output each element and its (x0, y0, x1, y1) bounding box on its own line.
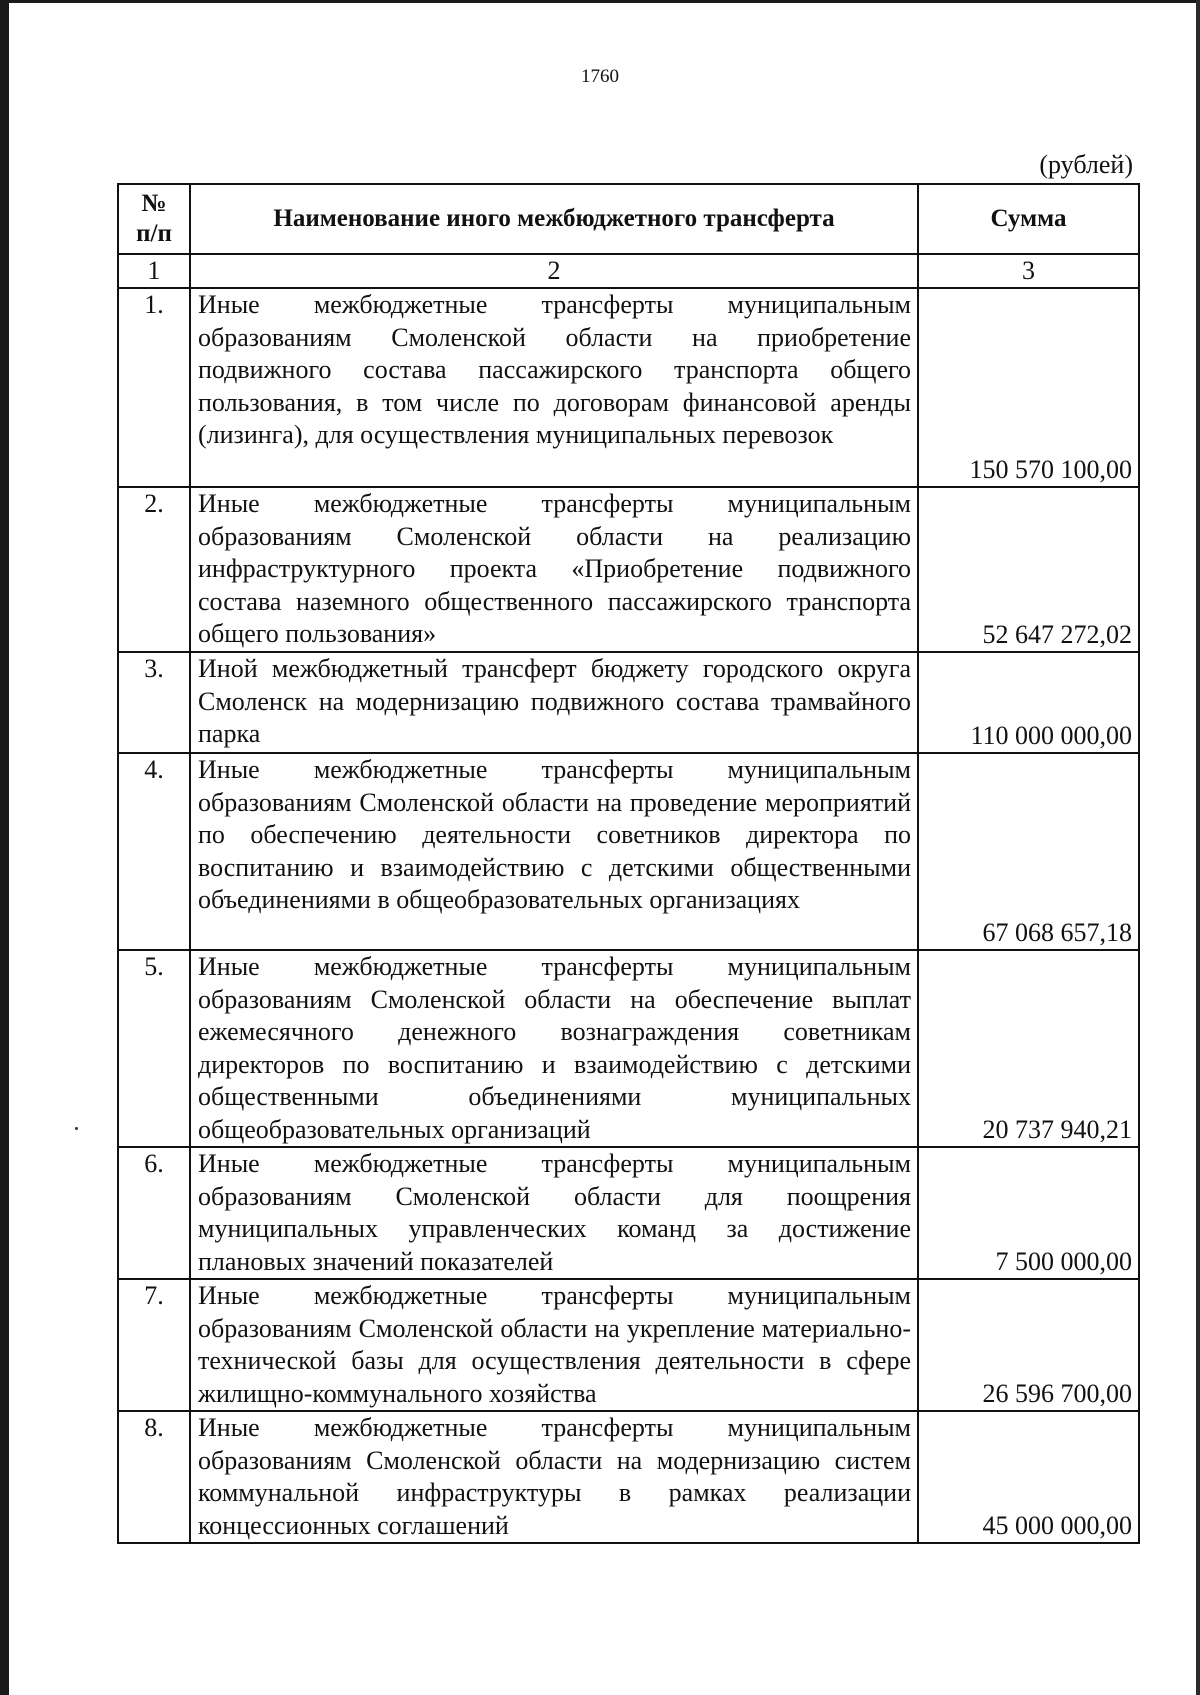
column-index: 3 (918, 254, 1139, 288)
column-index-row (118, 254, 1139, 288)
row-number: 7. (118, 1279, 190, 1411)
header-name: Наименование иного межбюджетного трансферта (190, 184, 918, 254)
row-number: 1. (118, 288, 190, 487)
row-name: Иной межбюджетный трансферт бюджету городского округа Смоленск на модернизацию подвижного состава трамвайного парка (190, 652, 918, 753)
row-number: 5. (118, 950, 190, 1147)
table-row (118, 753, 1139, 950)
row-sum: 52 647 272,02 (918, 487, 1139, 652)
header-num: № п/п (118, 184, 190, 254)
row-sum: 110 000 000,00 (918, 652, 1139, 753)
table-row (118, 288, 1139, 487)
row-sum: 26 596 700,00 (918, 1279, 1139, 1411)
table-row (118, 487, 1139, 652)
scan-edge-right (1196, 0, 1200, 1695)
table-row (118, 652, 1139, 753)
scan-speck (75, 1127, 78, 1130)
row-name: Иные межбюджетные трансферты муниципальным образованиям Смоленской области на укрепление материально-технической базы для осуществления деятельности в сфере жилищно-коммунального хозяйства (190, 1279, 918, 1411)
row-number: 4. (118, 753, 190, 950)
row-sum: 20 737 940,21 (918, 950, 1139, 1147)
row-number: 3. (118, 652, 190, 753)
row-sum: 45 000 000,00 (918, 1411, 1139, 1543)
table-row (118, 950, 1139, 1147)
row-name: Иные межбюджетные трансферты муниципальным образованиям Смоленской области на модернизацию систем коммунальной инфраструктуры в рамках реализации концессионных соглашений (190, 1411, 918, 1543)
table-row (118, 1411, 1139, 1543)
row-name: Иные межбюджетные трансферты муниципальным образованиям Смоленской области на обеспечение выплат ежемесячного денежного вознаграждения советникам директоров по воспитанию и взаимодействию с детскими общественными объединениями муниципальных общеобразовательных организаций (190, 950, 918, 1147)
header-sum: Сумма (918, 184, 1139, 254)
row-number: 8. (118, 1411, 190, 1543)
row-sum: 7 500 000,00 (918, 1147, 1139, 1279)
row-number: 2. (118, 487, 190, 652)
table-header-row (118, 184, 1139, 254)
page-number: 1760 (581, 66, 619, 87)
scan-edge-top (0, 0, 1200, 3)
table-row (118, 1147, 1139, 1279)
table-body (118, 288, 1139, 1543)
row-name: Иные межбюджетные трансферты муниципальным образованиям Смоленской области на реализацию инфраструктурного проекта «Приобретение подвижного состава наземного общественного пассажирского транспорта общего пользования» (190, 487, 918, 652)
row-sum: 150 570 100,00 (918, 288, 1139, 487)
scan-edge-left (0, 0, 9, 1695)
row-name: Иные межбюджетные трансферты муниципальным образованиям Смоленской области для поощрения муниципальных управленческих команд за достижение плановых значений показателей (190, 1147, 918, 1279)
row-name: Иные межбюджетные трансферты муниципальным образованиям Смоленской области на приобретение подвижного состава пассажирского транспорта общего пользования, в том числе по договорам финансовой аренды (лизинга), для осуществления муниципальных перевозок (190, 288, 918, 487)
table-row (118, 1279, 1139, 1411)
column-index: 2 (190, 254, 918, 288)
units-label: (рублей) (1039, 150, 1133, 179)
transfers-table (117, 183, 1140, 1544)
row-name: Иные межбюджетные трансферты муниципальным образованиям Смоленской области на проведение мероприятий по обеспечению деятельности советников директора по воспитанию и взаимодействию с детскими общественными объединениями в общеобразовательных организациях (190, 753, 918, 950)
row-number: 6. (118, 1147, 190, 1279)
column-index: 1 (118, 254, 190, 288)
row-sum: 67 068 657,18 (918, 753, 1139, 950)
